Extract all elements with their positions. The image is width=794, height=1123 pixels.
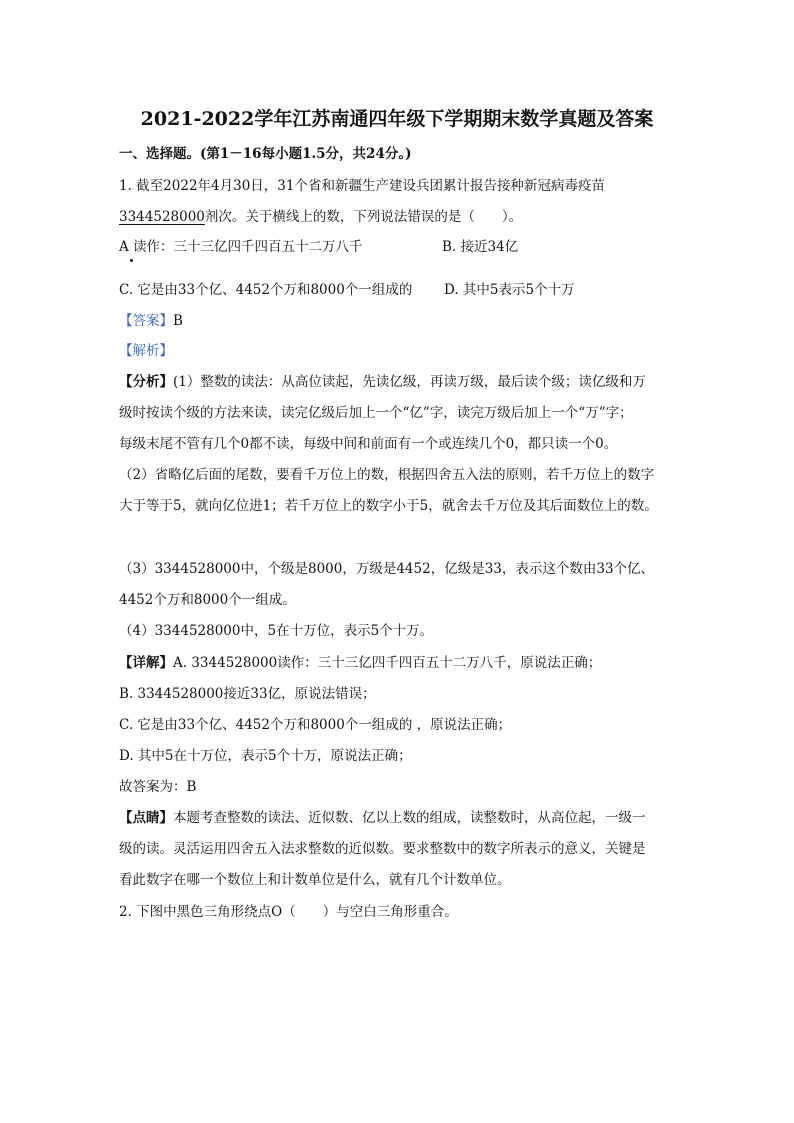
emphasis-dot	[130, 259, 133, 262]
xiangjie-line-d: D. 其中5在十万位，表示5个十万，原说法正确；	[119, 748, 412, 764]
q1-stem-line2-rest: 剂次。关于横线上的数，下列说法错误的是（ ）。	[204, 209, 523, 225]
fenxi-line8: （4）3344528000中，5在十万位，表示5个十万。	[119, 623, 434, 639]
conclusion-line: 故答案为：B	[119, 779, 197, 795]
fenxi-line6: （3）3344528000中，个级是8000，万级是4452，亿级是33，表示这个数由33个亿、	[119, 561, 655, 577]
q2-stem: 2. 下图中黑色三角形绕点O（ ）与空白三角形重合。	[119, 904, 458, 920]
section-heading: 一、选择题。(第1－16每小题1.5分，共24分。)	[119, 146, 412, 162]
dianjing-line3: 看此数字在哪一个数位上和计数单位是什么，就有几个计数单位。	[119, 872, 511, 888]
q1-stem-line1: 1. 截至2022年4月30日，31个省和新疆生产建设兵团累计报告接种新冠病毒疫苗	[119, 178, 605, 194]
fenxi-text-1: (1）整数的读法：从高位读起，先读亿级，再读万级，最后读个级；读亿级和万	[173, 374, 646, 390]
dianjing-text-1: 本题考查整数的读法、近似数、亿以上数的组成，读整数时，从高位起，一级一	[173, 810, 646, 826]
fenxi-tag: 【分析】	[119, 374, 173, 390]
page-title: 2021-2022学年江苏南通四年级下学期期末数学真题及答案	[140, 108, 654, 130]
fenxi-line1	[119, 373, 646, 391]
option-c: C. 它是由33个亿、4452个万和8000个一组成的	[119, 282, 413, 298]
dianjing-line1	[119, 809, 646, 827]
answer-line	[119, 312, 183, 330]
xiangjie-line-b: B. 3344528000接近33亿，原说法错误；	[119, 686, 376, 702]
dianjing-tag: 【点睛】	[119, 810, 173, 826]
fenxi-line3: 每级末尾不管有几个0都不读，每级中间和前面有一个或连续几个0，都只读一个0。	[119, 436, 618, 452]
fenxi-line4: （2）省略亿后面的尾数，要看千万位上的数，根据四舍五入法的原则，若千万位上的数字	[119, 467, 655, 483]
underlined-number: 3344528000	[119, 209, 205, 225]
option-d: D. 其中5表示5个十万	[444, 282, 575, 298]
q1-stem-line2	[119, 208, 522, 226]
xiangjie-tag: 【详解】	[119, 655, 173, 671]
answer-value: B	[173, 313, 183, 329]
option-b: B. 接近34亿	[442, 239, 519, 255]
dianjing-line2: 级的读。灵活运用四舍五入法求整数的近似数。要求整数中的数字所表示的意义，关键是	[119, 841, 646, 857]
analysis-tag: 【解析】	[119, 343, 173, 359]
option-a: A 读作：三十三亿四千四百五十二万八千	[119, 239, 363, 255]
xiangjie-line-a	[119, 654, 601, 672]
fenxi-line2: 级时按读个级的方法来读，读完亿级后加上一个“亿”字，读完万级后加上一个“万”字；	[119, 405, 633, 421]
xiangjie-line-c: C. 它是由33个亿、4452个万和8000个一组成的 ，原说法正确；	[119, 717, 512, 733]
fenxi-line7: 4452个万和8000个一组成。	[119, 592, 296, 608]
xiangjie-text-a: A. 3344528000读作：三十三亿四千四百五十二万八千，原说法正确；	[173, 655, 602, 671]
answer-tag: 【答案】	[119, 313, 173, 329]
fenxi-line5: 大于等于5，就向亿位进1；若千万位上的数字小于5，就舍去千万位及其后面数位上的数。	[119, 498, 658, 514]
